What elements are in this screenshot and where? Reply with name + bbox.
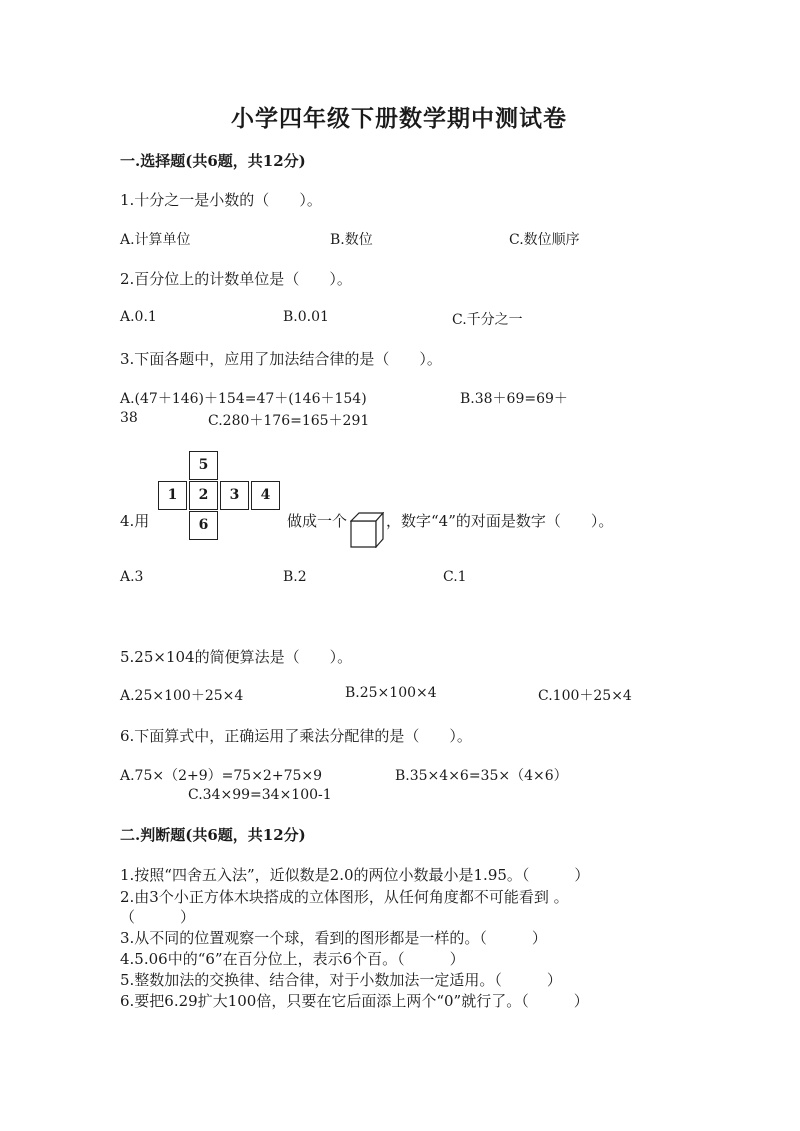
- q6-option-a: A.75×（2+9）=75×2+75×9: [120, 768, 323, 784]
- tf-item: 5.整数加法的交换律、结合律，对于小数加法一定适用。（ ）: [120, 971, 562, 989]
- q2-option-b: B.0.01: [283, 309, 329, 325]
- q5-option-c: C.100＋25×4: [538, 688, 632, 704]
- net-cell-5: 5: [189, 451, 218, 480]
- net-cell-2: 2: [189, 481, 218, 510]
- q5-stem: 5.25×104的简便算法是（ ）。: [120, 648, 353, 666]
- q6-stem: 6.下面算式中，正确运用了乘法分配律的是（ ）。: [120, 727, 472, 745]
- q4-prefix: 4.用: [120, 512, 150, 530]
- q2-option-a: A.0.1: [120, 309, 157, 325]
- q4-suffix: ，数字“4”的对面是数字（ ）。: [386, 512, 614, 530]
- q4-option-b: B.2: [283, 569, 307, 585]
- q6-option-c: C.34×99=34×100-1: [188, 787, 332, 803]
- q3-option-a: A.(47＋146)＋154=47＋(146＋154): [120, 391, 367, 407]
- net-cell-1: 1: [158, 481, 187, 510]
- q5-option-b: B.25×100×4: [345, 685, 437, 701]
- tf-item: 2.由3个小正方体木块搭成的立体图形，从任何角度都不可能看到 。: [120, 888, 569, 906]
- cube-net-figure: [158, 451, 282, 541]
- q1-option-a: A.计算单位: [120, 232, 191, 248]
- section1-heading: 一.选择题(共6题，共12分): [120, 152, 306, 170]
- cube-icon: [350, 512, 384, 548]
- tf-item-continued: （ ）: [120, 908, 196, 926]
- net-cell-6: 6: [189, 511, 218, 540]
- net-cell-3: 3: [220, 481, 249, 510]
- tf-item: 4.5.06中的“6”在百分位上，表示6个百。（ ）: [120, 950, 465, 968]
- q1-option-b: B.数位: [330, 232, 373, 248]
- q1-stem: 1.十分之一是小数的（ ）。: [120, 191, 322, 209]
- q4-option-c: C.1: [443, 569, 467, 585]
- q3-option-c: C.280＋176=165＋291: [208, 413, 370, 429]
- q1-option-c: C.数位顺序: [509, 232, 580, 248]
- q3-option-b-continued: 38: [120, 410, 138, 426]
- tf-item: 3.从不同的位置观察一个球，看到的图形都是一样的。（ ）: [120, 929, 547, 947]
- q6-option-b: B.35×4×6=35×（4×6）: [395, 768, 568, 784]
- section2-heading: 二.判断题(共6题，共12分): [120, 826, 306, 844]
- tf-item: 6.要把6.29扩大100倍，只要在它后面添上两个“0”就行了。（ ）: [120, 992, 589, 1010]
- q5-option-a: A.25×100＋25×4: [120, 688, 244, 704]
- net-cell-4: 4: [251, 481, 280, 510]
- q2-option-c: C.千分之一: [452, 312, 523, 328]
- q3-stem: 3.下面各题中，应用了加法结合律的是（ ）。: [120, 350, 442, 368]
- q2-stem: 2.百分位上的计数单位是（ ）。: [120, 270, 352, 288]
- q4-middle: 做成一个: [287, 512, 348, 530]
- page-title: 小学四年级下册数学期中测试卷: [231, 105, 567, 132]
- tf-item: 1.按照“四舍五入法”，近似数是2.0的两位小数最小是1.95。（ ）: [120, 866, 590, 884]
- q3-option-b: B.38＋69=69＋: [460, 391, 568, 407]
- q4-option-a: A.3: [120, 569, 144, 585]
